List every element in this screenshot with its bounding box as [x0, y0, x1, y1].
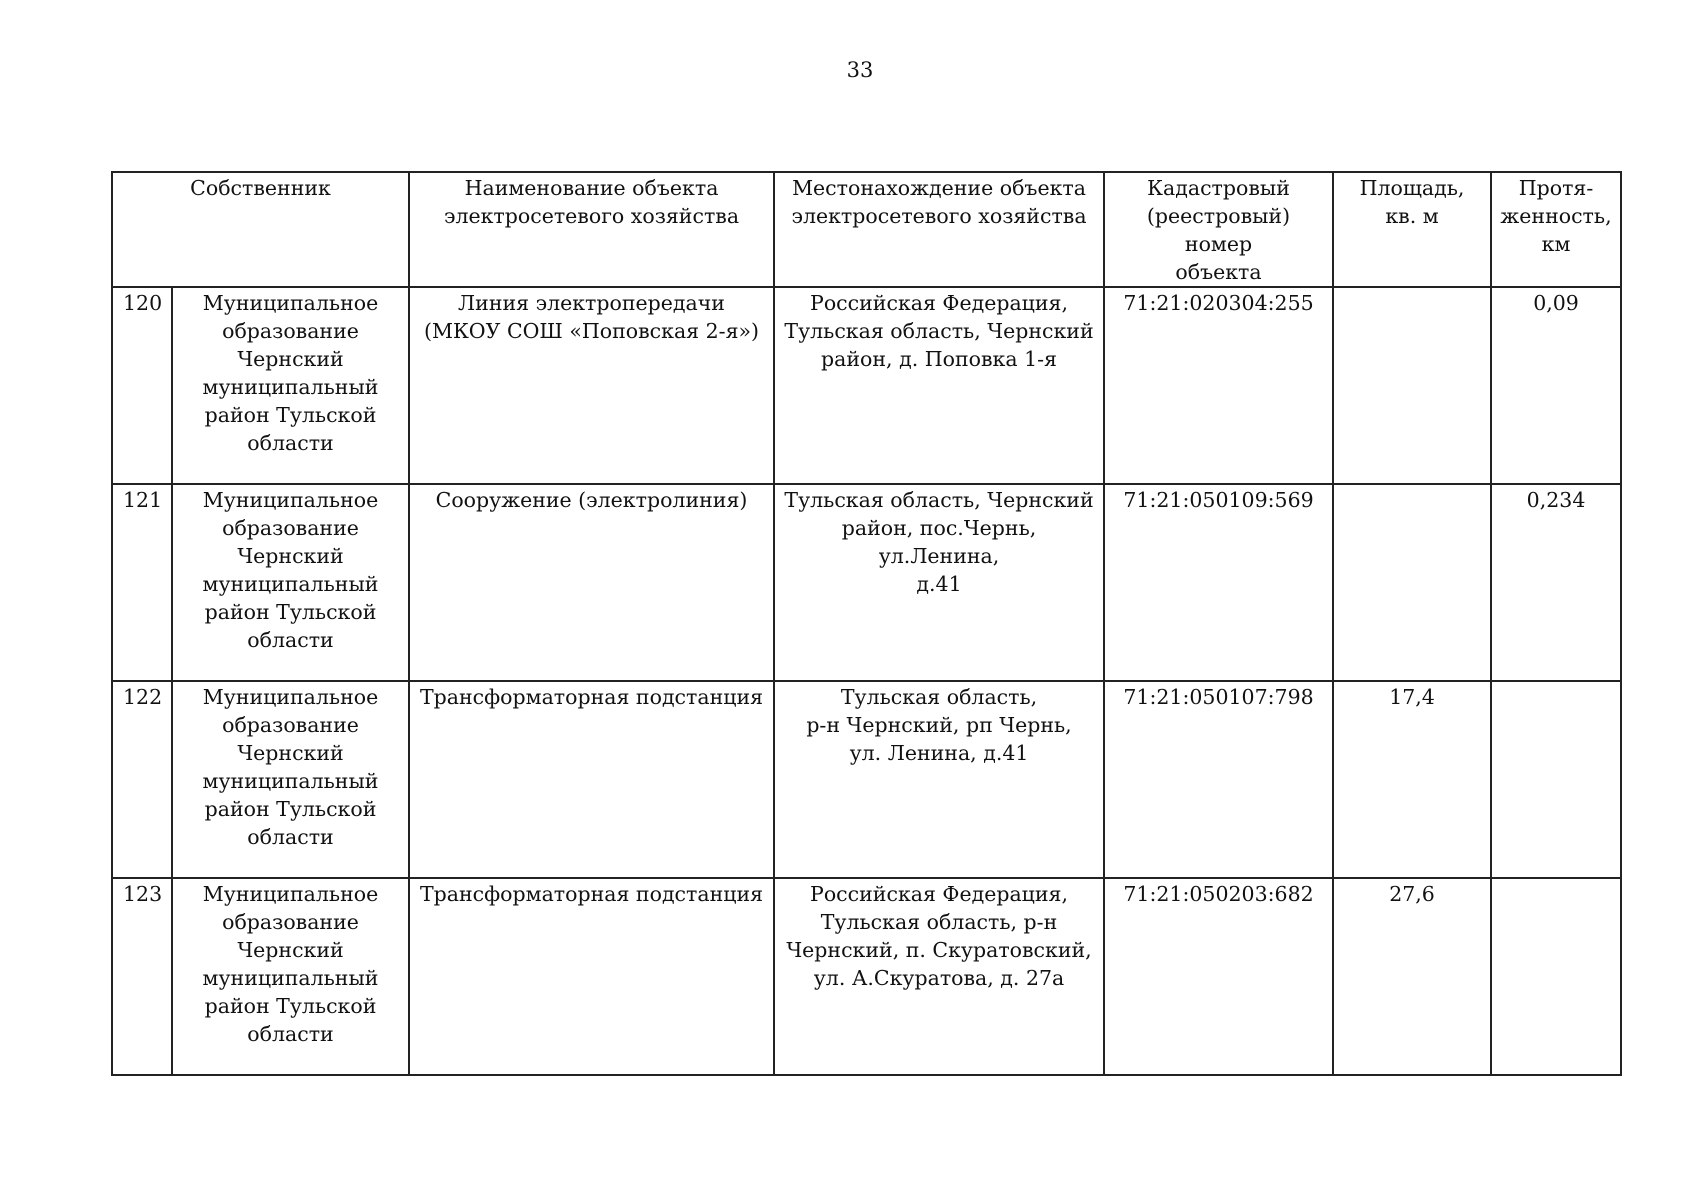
owner-line: Муниципальное: [202, 488, 379, 512]
area-cell: 27,6: [1333, 878, 1491, 1075]
object-name-line: Сооружение (электролиния): [435, 488, 748, 512]
owner-line: муниципальный: [202, 966, 379, 990]
location-line: д.41: [916, 572, 962, 596]
location-cell: [774, 287, 1104, 484]
owner-line: образование: [222, 910, 359, 934]
location-cell: [774, 681, 1104, 878]
location-line: ул. А.Скуратова, д. 27а: [813, 966, 1065, 990]
row-number: 123: [112, 878, 172, 1075]
object-name-line: Трансформаторная подстанция: [419, 685, 764, 709]
location-line: район, д. Поповка 1-я: [821, 347, 1057, 371]
length-cell: [1491, 878, 1621, 1075]
header-length-line: км: [1541, 232, 1571, 256]
location-line: р-н Чернский, рп Чернь,: [806, 713, 1072, 737]
owner-line: район Тульской: [204, 994, 377, 1018]
owner-line: Чернский: [237, 938, 344, 962]
header-location: [774, 172, 1104, 287]
header-name: [409, 172, 774, 287]
owner-line: области: [247, 825, 334, 849]
owner-line: Чернский: [237, 741, 344, 765]
owner-cell: [172, 287, 409, 484]
header-location-line: Местонахождение объекта: [792, 176, 1086, 200]
owner-line: район Тульской: [204, 600, 377, 624]
header-name-line: электросетевого хозяйства: [443, 204, 740, 228]
row-number: 120: [112, 287, 172, 484]
object-name-line: Трансформаторная подстанция: [419, 882, 764, 906]
table-row: [112, 484, 1621, 681]
location-cell: [774, 878, 1104, 1075]
owner-line: Муниципальное: [202, 882, 379, 906]
page-number: 33: [846, 58, 874, 82]
owner-line: муниципальный: [202, 375, 379, 399]
location-line: Российская Федерация,: [810, 291, 1068, 315]
length-cell: 0,09: [1491, 287, 1621, 484]
length-cell: 0,234: [1491, 484, 1621, 681]
owner-line: образование: [222, 319, 359, 343]
table-row: [112, 287, 1621, 484]
header-cadastral-line: объекта: [1175, 260, 1262, 284]
header-length-line: женность,: [1500, 204, 1612, 228]
owner-line: образование: [222, 713, 359, 737]
header-length: [1491, 172, 1621, 287]
object-name-cell: [409, 484, 774, 681]
owner-line: Муниципальное: [202, 291, 379, 315]
owner-line: области: [247, 431, 334, 455]
cadastral-number-cell: 71:21:050203:682: [1104, 878, 1333, 1075]
cadastral-number-cell: 71:21:050107:798: [1104, 681, 1333, 878]
owner-line: Муниципальное: [202, 685, 379, 709]
owner-line: образование: [222, 516, 359, 540]
object-name-line: Линия электропередачи: [458, 291, 725, 315]
location-line: Тульская область, р-н: [820, 910, 1058, 934]
owner-line: район Тульской: [204, 403, 377, 427]
table-row: [112, 681, 1621, 878]
object-name-cell: [409, 878, 774, 1075]
row-number: 122: [112, 681, 172, 878]
header-row: [112, 172, 1621, 287]
owner-cell: [172, 484, 409, 681]
owner-line: район Тульской: [204, 797, 377, 821]
object-name-line: (МКОУ СОШ «Поповская 2-я»): [423, 319, 760, 343]
location-line: Тульская область, Чернский: [784, 319, 1094, 343]
header-area: [1333, 172, 1491, 287]
location-line: Тульская область, Чернский: [784, 488, 1094, 512]
area-cell: 17,4: [1333, 681, 1491, 878]
location-line: район, пос.Чернь, ул.Ленина,: [841, 516, 1037, 568]
owner-line: муниципальный: [202, 769, 379, 793]
object-name-cell: [409, 287, 774, 484]
owner-cell: [172, 681, 409, 878]
header-cadastral-line: (реестровый) номер: [1146, 204, 1291, 256]
cadastral-number-cell: 71:21:050109:569: [1104, 484, 1333, 681]
location-cell: [774, 484, 1104, 681]
header-cadastral: [1104, 172, 1333, 287]
cadastral-number-cell: 71:21:020304:255: [1104, 287, 1333, 484]
length-cell: [1491, 681, 1621, 878]
area-cell: [1333, 484, 1491, 681]
location-line: ул. Ленина, д.41: [849, 741, 1029, 765]
owner-line: Чернский: [237, 544, 344, 568]
location-line: Тульская область,: [840, 685, 1038, 709]
owner-cell: [172, 878, 409, 1075]
row-number: 121: [112, 484, 172, 681]
header-owner: Собственник: [112, 172, 409, 287]
header-name-line: Наименование объекта: [464, 176, 719, 200]
header-length-line: Протя-: [1518, 176, 1594, 200]
object-name-cell: [409, 681, 774, 878]
area-cell: [1333, 287, 1491, 484]
location-line: Чернский, п. Скуратовский,: [786, 938, 1092, 962]
owner-line: области: [247, 1022, 334, 1046]
table-row: [112, 878, 1621, 1075]
location-line: Российская Федерация,: [810, 882, 1068, 906]
owner-line: Чернский: [237, 347, 344, 371]
header-location-line: электросетевого хозяйства: [791, 204, 1087, 228]
header-area-line: кв. м: [1385, 204, 1439, 228]
owner-line: муниципальный: [202, 572, 379, 596]
header-area-line: Площадь,: [1359, 176, 1465, 200]
registry-table: [111, 171, 1622, 1076]
header-cadastral-line: Кадастровый: [1147, 176, 1290, 200]
owner-line: области: [247, 628, 334, 652]
